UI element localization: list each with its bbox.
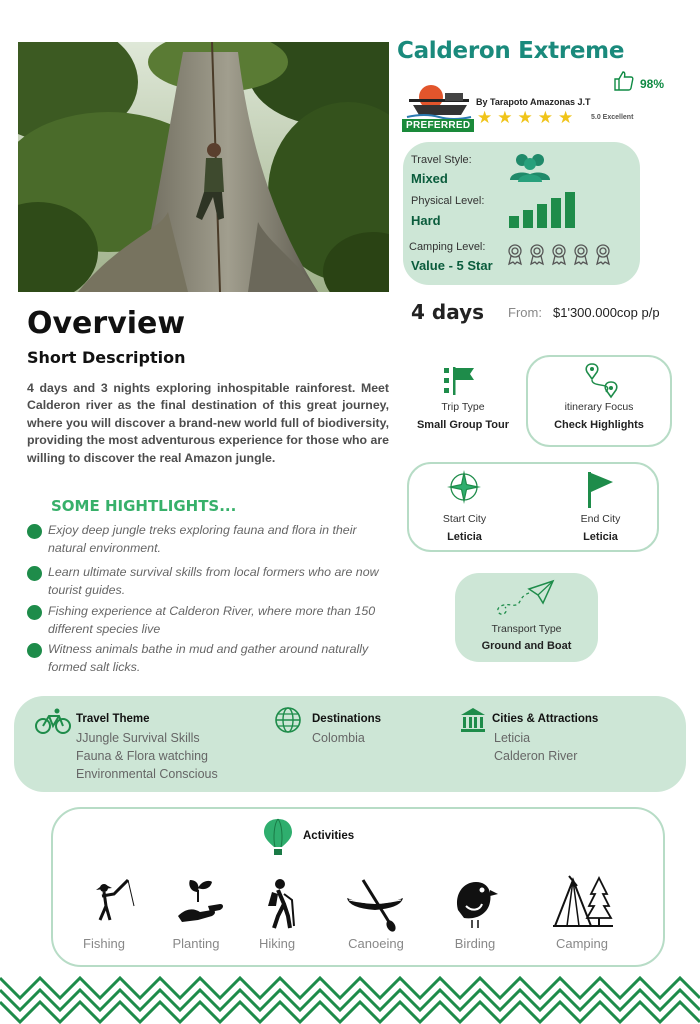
activity-label: Fishing <box>83 936 125 951</box>
highlight-item: Witness animals bathe in mud and gather around naturally formed salt licks. <box>27 640 397 676</box>
physical-level-label: Physical Level: <box>411 195 485 207</box>
star-rating <box>477 108 578 128</box>
star-icon: ★ <box>537 108 553 127</box>
start-city-value: Leticia <box>447 531 482 543</box>
tour-title: Calderon Extreme <box>397 38 625 64</box>
itinerary-focus-label: itinerary Focus <box>564 401 634 413</box>
camping-icon <box>553 872 613 928</box>
cities-attractions-title: Cities & Attractions <box>492 713 599 725</box>
bird-icon <box>446 876 506 932</box>
bullet-icon <box>27 524 42 539</box>
price: $1'300.000cop p/p <box>553 305 660 320</box>
theme-item: JJungle Survival Skills <box>76 731 200 745</box>
start-city-label: Start City <box>442 513 487 525</box>
theme-item: Environmental Conscious <box>76 767 218 781</box>
destination-item: Colombia <box>312 731 365 745</box>
activity-label: Hiking <box>258 936 296 951</box>
description-text: 4 days and 3 nights exploring inhospitable rainforest. Meet Calderon river as the final destination of this great journey, where you will discover a brand-new world full of biodiversity, providing the most adventurous experience for those who are willing to discover the real Amazon jungle. <box>27 381 389 465</box>
travel-theme-title: Travel Theme <box>76 713 150 725</box>
route-pin-icon <box>584 362 620 405</box>
paper-plane-icon <box>493 579 555 622</box>
rating-percent: 98% <box>640 77 665 91</box>
award-icons <box>507 244 613 271</box>
camping-level-value: Value - 5 Star <box>411 258 493 273</box>
decorative-zigzag-border <box>0 976 700 1024</box>
highlights-title: SOME HIGHTLIGHTS... <box>51 497 237 515</box>
destinations-title: Destinations <box>312 713 382 725</box>
end-city-label: End City <box>580 513 621 525</box>
highlight-item: Learn ultimate survival skills from local formers who are now tourist guides. <box>27 563 397 599</box>
landmark-icon <box>460 707 486 738</box>
city-item: Leticia <box>494 731 531 745</box>
activity-label: Planting <box>172 936 220 951</box>
planting-icon <box>168 876 228 932</box>
bullet-icon <box>27 605 42 620</box>
duration: 4 days <box>411 300 485 324</box>
level-bars-icon <box>509 192 577 233</box>
star-icon: ★ <box>517 108 533 127</box>
score-text: 5.0 Excellent <box>591 114 634 121</box>
travel-style-value: Mixed <box>411 171 448 186</box>
price-from-label: From: <box>508 305 542 320</box>
bullet-icon <box>27 566 42 581</box>
itinerary-focus-value: Check Highlights <box>554 419 644 431</box>
transport-type-value: Ground and Boat <box>481 640 572 652</box>
group-icon <box>508 152 552 187</box>
travel-style-label: Travel Style: <box>411 154 472 166</box>
hot-air-balloon-icon <box>263 818 293 861</box>
flag-grid-icon <box>444 366 476 401</box>
fishing-icon <box>84 876 144 932</box>
highlight-item: Fishing experience at Calderon River, where more than 150 different species live <box>27 602 397 638</box>
activity-label: Camping <box>555 936 609 951</box>
tour-photo <box>18 42 389 292</box>
activity-label: Canoeing <box>348 936 404 951</box>
trip-type-label: Trip Type <box>441 401 485 413</box>
operator-logo <box>405 83 473 123</box>
flag-icon <box>588 472 614 513</box>
operator-name: By Tarapoto Amazonas J.T <box>476 97 591 107</box>
thumbs-up-icon <box>612 69 636 98</box>
physical-level-value: Hard <box>411 213 441 228</box>
trip-type-value: Small Group Tour <box>416 419 510 431</box>
highlight-item: Exjoy deep jungle treks exploring fauna and flora in their natural environment. <box>27 521 397 557</box>
canoe-icon <box>345 876 405 932</box>
star-icon: ★ <box>497 108 513 127</box>
preferred-badge: PREFERRED <box>402 119 474 132</box>
theme-item: Fauna & Flora watching <box>76 749 209 763</box>
activities-title: Activities <box>303 830 355 842</box>
star-icon: ★ <box>477 108 493 127</box>
globe-icon <box>274 706 302 739</box>
transport-type-label: Transport Type <box>491 623 562 635</box>
bicycle-icon <box>35 708 71 739</box>
short-description-heading: Short Description <box>27 348 186 367</box>
star-icon: ★ <box>558 108 574 127</box>
bullet-icon <box>27 643 42 658</box>
activity-label: Birding <box>454 936 496 951</box>
hiking-icon <box>250 876 310 932</box>
compass-icon <box>446 469 482 510</box>
camping-level-label: Camping Level: <box>409 241 486 253</box>
overview-heading: Overview <box>27 306 186 341</box>
end-city-value: Leticia <box>583 531 618 543</box>
city-item: Calderon River <box>494 749 578 763</box>
